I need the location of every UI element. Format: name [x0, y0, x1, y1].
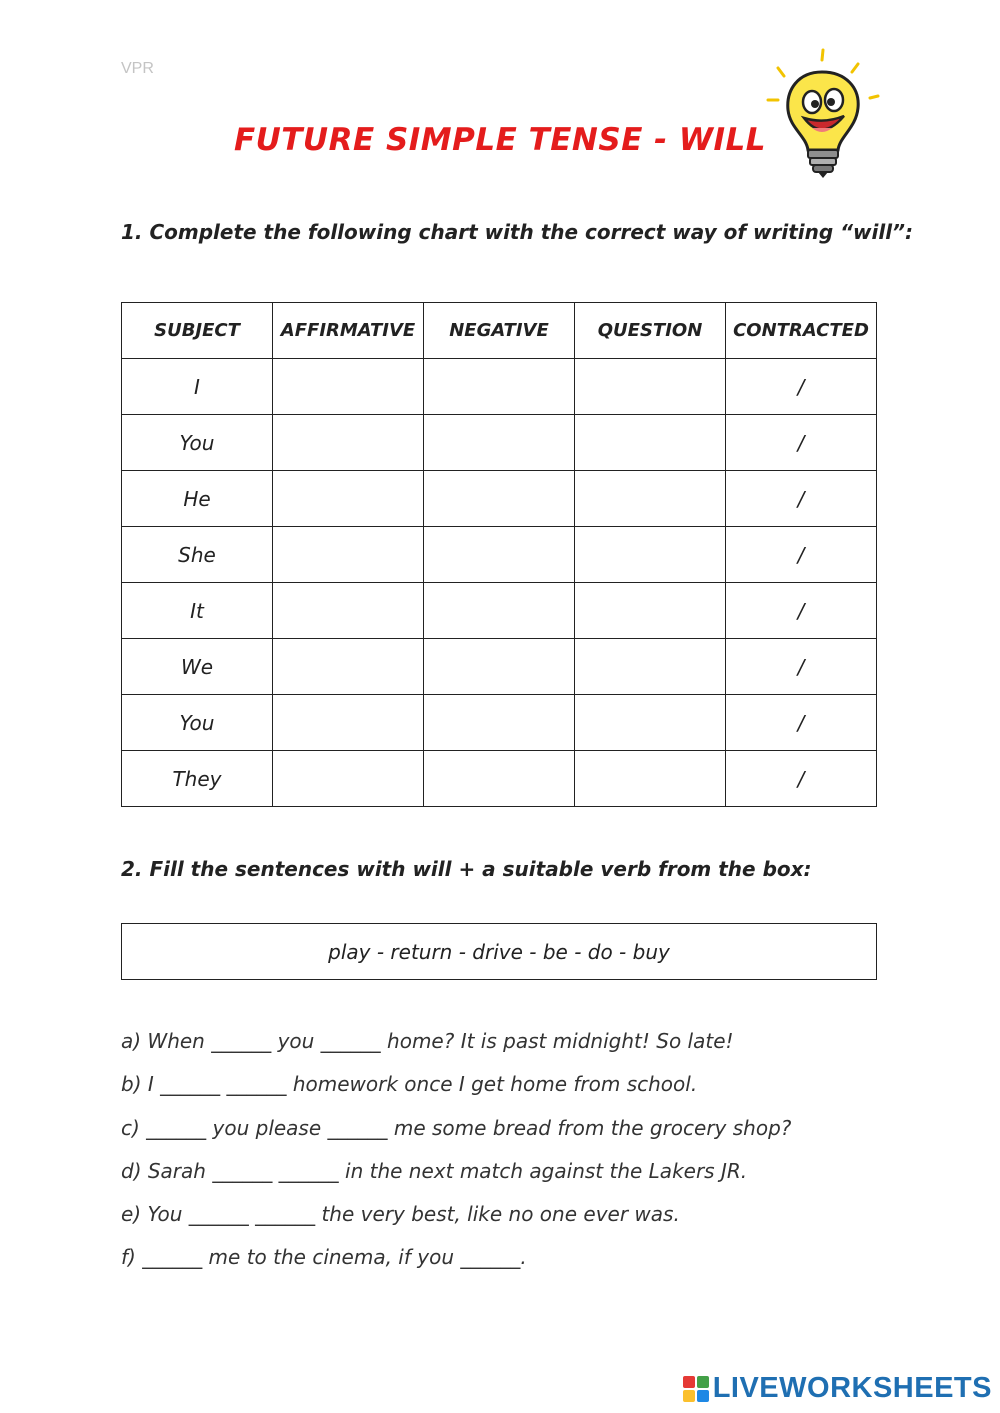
- question-answer-cell[interactable]: [575, 359, 726, 415]
- contracted-answer-cell[interactable]: /: [726, 751, 877, 807]
- section-2-heading: 2. Fill the sentences with will + a suitable verb from the box:: [121, 857, 812, 881]
- negative-answer-cell[interactable]: [424, 695, 575, 751]
- subject-cell: I: [122, 359, 273, 415]
- question-answer-cell[interactable]: [575, 415, 726, 471]
- affirmative-answer-cell[interactable]: [273, 639, 424, 695]
- table-row: [122, 639, 877, 695]
- table-row: [122, 527, 877, 583]
- will-chart-table: [121, 302, 877, 807]
- table-row: [122, 359, 877, 415]
- question-answer-cell[interactable]: [575, 695, 726, 751]
- table-row: [122, 415, 877, 471]
- question-answer-cell[interactable]: [575, 471, 726, 527]
- affirmative-answer-cell[interactable]: [273, 471, 424, 527]
- negative-answer-cell[interactable]: [424, 639, 575, 695]
- table-row: [122, 695, 877, 751]
- header-subject: SUBJECT: [122, 303, 273, 359]
- subject-cell: He: [122, 471, 273, 527]
- subject-cell: You: [122, 415, 273, 471]
- subject-cell: They: [122, 751, 273, 807]
- sentence-b[interactable]: b) I ______ ______ homework once I get home from school.: [121, 1072, 698, 1097]
- brand-name: LIVEWORKSHEETS: [712, 1372, 992, 1404]
- table-row: [122, 751, 877, 807]
- question-answer-cell[interactable]: [575, 527, 726, 583]
- negative-answer-cell[interactable]: [424, 527, 575, 583]
- contracted-answer-cell[interactable]: /: [726, 695, 877, 751]
- section-1-heading: 1. Complete the following chart with the correct way of writing “will”:: [121, 220, 913, 244]
- question-answer-cell[interactable]: [575, 583, 726, 639]
- question-answer-cell[interactable]: [575, 751, 726, 807]
- contracted-answer-cell[interactable]: /: [726, 639, 877, 695]
- liveworksheets-logo-icon: [683, 1376, 709, 1402]
- header-question: QUESTION: [575, 303, 726, 359]
- watermark: VPR: [121, 60, 154, 77]
- table-row: [122, 583, 877, 639]
- affirmative-answer-cell[interactable]: [273, 695, 424, 751]
- sentence-a[interactable]: a) When ______ you ______ home? It is past midnight! So late!: [121, 1029, 734, 1053]
- header-affirmative: AFFIRMATIVE: [273, 303, 424, 359]
- negative-answer-cell[interactable]: [424, 583, 575, 639]
- sentence-c[interactable]: c) ______ you please ______ me some bread from the grocery shop?: [121, 1115, 792, 1140]
- affirmative-answer-cell[interactable]: [273, 583, 424, 639]
- table-row: [122, 471, 877, 527]
- sentence-f[interactable]: f) ______ me to the cinema, if you ______.: [121, 1245, 527, 1270]
- negative-answer-cell[interactable]: [424, 415, 575, 471]
- negative-answer-cell[interactable]: [424, 751, 575, 807]
- affirmative-answer-cell[interactable]: [273, 751, 424, 807]
- contracted-answer-cell[interactable]: /: [726, 527, 877, 583]
- sentence-list: [121, 1020, 881, 1280]
- subject-cell: She: [122, 527, 273, 583]
- subject-cell: It: [122, 583, 273, 639]
- negative-answer-cell[interactable]: [424, 359, 575, 415]
- subject-cell: You: [122, 695, 273, 751]
- negative-answer-cell[interactable]: [424, 471, 575, 527]
- question-answer-cell[interactable]: [575, 639, 726, 695]
- contracted-answer-cell[interactable]: /: [726, 471, 877, 527]
- contracted-answer-cell[interactable]: /: [726, 583, 877, 639]
- affirmative-answer-cell[interactable]: [273, 415, 424, 471]
- header-contracted: CONTRACTED: [726, 303, 877, 359]
- subject-cell: We: [122, 639, 273, 695]
- verb-word-box: play - return - drive - be - do - buy: [121, 923, 877, 980]
- table-header-row: [122, 303, 877, 359]
- page-title: FUTURE SIMPLE TENSE - WILL: [233, 122, 767, 158]
- contracted-answer-cell[interactable]: /: [726, 359, 877, 415]
- liveworksheets-logo[interactable]: [683, 1372, 992, 1405]
- affirmative-answer-cell[interactable]: [273, 359, 424, 415]
- sentence-e[interactable]: e) You ______ ______ the very best, like no one ever was.: [121, 1202, 680, 1227]
- affirmative-answer-cell[interactable]: [273, 527, 424, 583]
- lightbulb-mascot-icon: [760, 44, 886, 182]
- contracted-answer-cell[interactable]: /: [726, 415, 877, 471]
- header-negative: NEGATIVE: [424, 303, 575, 359]
- sentence-d[interactable]: d) Sarah ______ ______ in the next match against the Lakers JR.: [121, 1158, 748, 1183]
